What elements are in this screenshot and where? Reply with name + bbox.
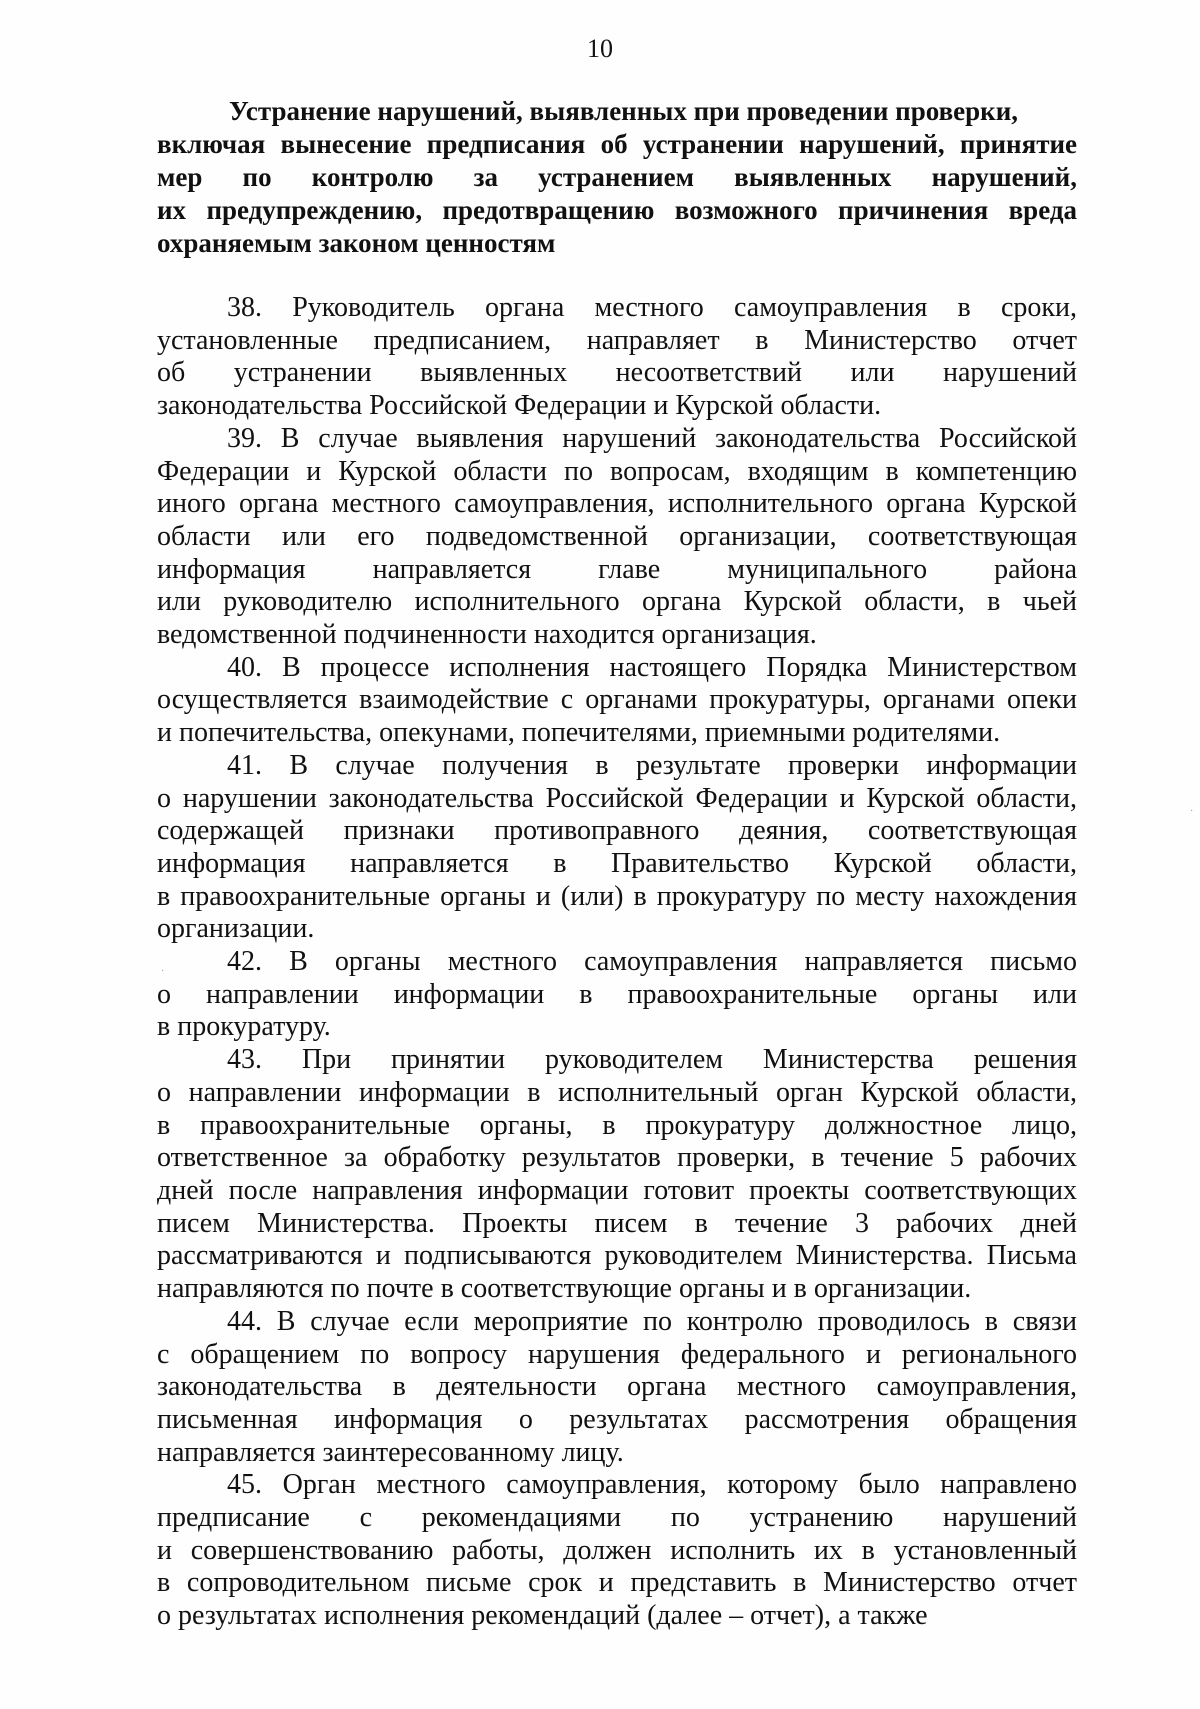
paragraph-38 bbox=[157, 292, 1077, 423]
paragraph-40 bbox=[157, 652, 1077, 750]
paragraph-line: писем Министерства. Проекты писем в течение 3 рабочих дней bbox=[157, 1207, 1077, 1239]
paragraph-42 bbox=[157, 946, 1077, 1044]
paragraph-line: осуществляется взаимодействие с органами прокуратуры, органами опеки bbox=[157, 684, 1077, 716]
paragraph-line: о нарушении законодательства Российской Федерации и Курской области, bbox=[157, 782, 1077, 814]
paragraph-line: информация направляется в Правительство Курской области, bbox=[157, 847, 1077, 879]
paragraph-line: 45. Орган местного самоуправления, которому было направлено bbox=[227, 1469, 1077, 1501]
paragraph-45 bbox=[157, 1469, 1077, 1633]
paragraph-line: письменная информация о результатах рассмотрения обращения bbox=[157, 1403, 1077, 1435]
paragraph-line: информация направляется главе муниципального района bbox=[157, 553, 1077, 585]
paragraph-line: в правоохранительные органы и (или) в прокуратуру по месту нахождения bbox=[157, 880, 1077, 912]
page-number: 10 bbox=[587, 34, 613, 63]
heading-line: охраняемым законом ценностям bbox=[157, 228, 556, 258]
paragraph-line: направляется заинтересованному лицу. bbox=[157, 1436, 624, 1468]
heading-line: мер по контролю за устранением выявленных нарушений, bbox=[157, 162, 1077, 192]
paragraph-line: 39. В случае выявления нарушений законодательства Российской bbox=[227, 422, 1077, 454]
paragraph-line: ответственное за обработку результатов проверки, в течение 5 рабочих bbox=[157, 1142, 1077, 1174]
heading-line: включая вынесение предписания об устранении нарушений, принятие bbox=[157, 129, 1077, 159]
paragraph-line: направляются по почте в соответствующие органы и в организации. bbox=[157, 1273, 972, 1305]
paragraph-44 bbox=[157, 1306, 1077, 1470]
paragraph-line: организации. bbox=[157, 913, 315, 945]
paragraph-line: 42. В органы местного самоуправления направляется письмо bbox=[227, 946, 1077, 978]
paragraph-line: о направлении информации в правоохранительные органы или bbox=[157, 978, 1077, 1010]
paragraph-line: в правоохранительные органы, в прокуратуру должностное лицо, bbox=[157, 1109, 1077, 1141]
paragraph-line: законодательства Российской Федерации и Курской области. bbox=[157, 390, 882, 422]
paragraph-41 bbox=[157, 750, 1077, 946]
paragraph-line: 40. В процессе исполнения настоящего Порядка Министерством bbox=[227, 651, 1077, 683]
document-body bbox=[157, 292, 1077, 1633]
paragraph-line: 38. Руководитель органа местного самоуправления в сроки, bbox=[227, 292, 1077, 323]
paragraph-line: и совершенствованию работы, должен исполнить их в установленный bbox=[157, 1534, 1077, 1566]
paragraph-line: иного органа местного самоуправления, исполнительного органа Курской bbox=[157, 488, 1077, 520]
paragraph-line: ведомственной подчиненности находится организация. bbox=[157, 619, 817, 651]
heading-line: их предупреждению, предотвращению возможного причинения вреда bbox=[157, 195, 1077, 225]
section-heading bbox=[157, 95, 1077, 260]
paragraph-line: законодательства в деятельности органа местного самоуправления, bbox=[157, 1371, 1077, 1403]
paragraph-line: 43. При принятии руководителем Министерства решения bbox=[227, 1044, 1077, 1076]
paragraph-line: области или его подведомственной организации, соответствующая bbox=[157, 520, 1077, 552]
paragraph-line: с обращением по вопросу нарушения федерального и регионального bbox=[157, 1338, 1077, 1370]
paragraph-39 bbox=[157, 423, 1077, 652]
paragraph-43 bbox=[157, 1044, 1077, 1306]
scan-speck: · bbox=[161, 966, 165, 977]
paragraph-line: в сопроводительном письме срок и представить в Министерство отчет bbox=[157, 1567, 1077, 1599]
paragraph-line: дней после направления информации готовит проекты соответствующих bbox=[157, 1174, 1077, 1206]
paragraph-line: об устранении выявленных несоответствий или нарушений bbox=[157, 357, 1077, 389]
paragraph-line: о направлении информации в исполнительный орган Курской области, bbox=[157, 1076, 1077, 1108]
paragraph-line: Федерации и Курской области по вопросам, входящим в компетенцию bbox=[157, 455, 1077, 487]
paragraph-line: в прокуратуру. bbox=[157, 1011, 331, 1043]
paragraph-line: 41. В случае получения в результате проверки информации bbox=[227, 749, 1077, 781]
paragraph-line: установленные предписанием, направляет в Министерство отчет bbox=[157, 324, 1077, 356]
paragraph-line: или руководителю исполнительного органа Курской области, в чьей bbox=[157, 586, 1077, 618]
paragraph-line: 44. В случае если мероприятие по контролю проводилось в связи bbox=[227, 1305, 1077, 1337]
heading-line: Устранение нарушений, выявленных при проведении проверки, bbox=[229, 96, 1019, 126]
paragraph-line: о результатах исполнения рекомендаций (далее – отчет), а также bbox=[157, 1600, 928, 1632]
paragraph-line: предписание с рекомендациями по устранению нарушений bbox=[157, 1502, 1077, 1534]
paragraph-line: содержащей признаки противоправного деяния, соответствующая bbox=[157, 815, 1077, 847]
scan-speck: · bbox=[1190, 806, 1194, 817]
paragraph-line: рассматриваются и подписываются руководителем Министерства. Письма bbox=[157, 1240, 1077, 1272]
paragraph-line: и попечительства, опекунами, попечителями, приемными родителями. bbox=[157, 717, 1001, 749]
